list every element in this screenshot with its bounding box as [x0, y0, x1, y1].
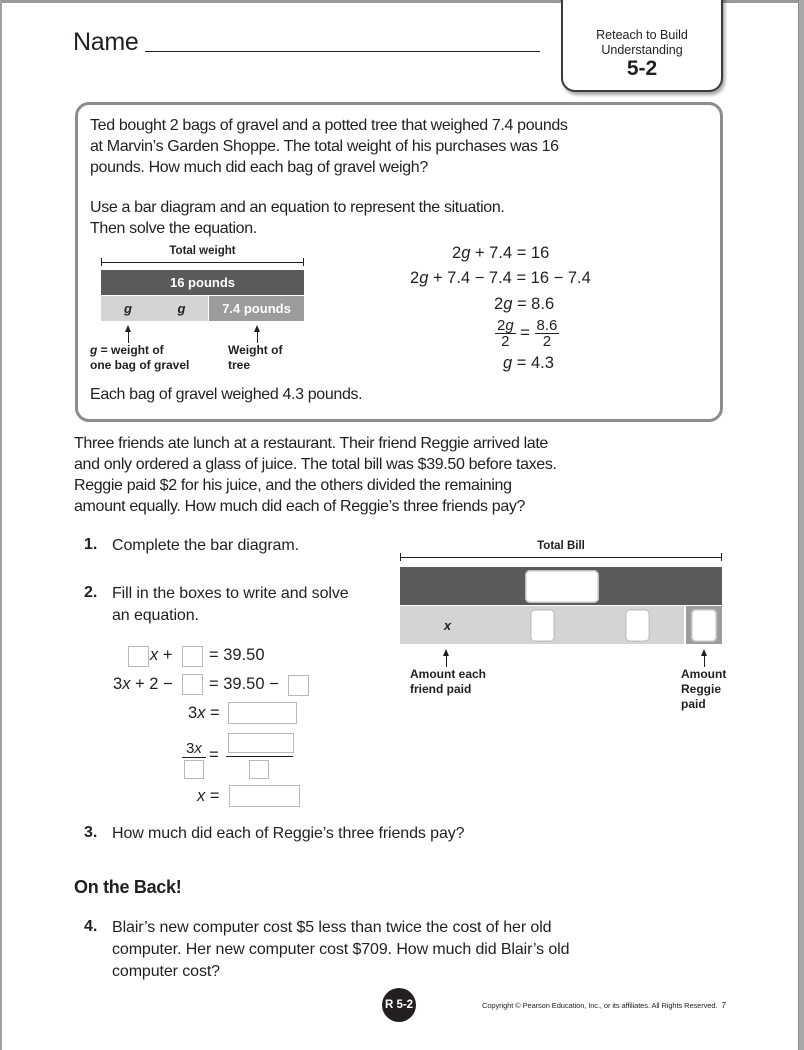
- text-line: and only ordered a glass of juice. The total bill was $39.50 before taxes.: [74, 456, 557, 473]
- problem-text: [74, 433, 674, 517]
- blank-dividend-right[interactable]: [228, 733, 294, 753]
- bracket-line: [400, 557, 722, 558]
- text-line: Reggie paid $2 for his juice, and the others divided the remaining: [74, 477, 512, 494]
- text-line: Blair’s new computer cost $5 less than twice the cost of her old: [112, 919, 552, 936]
- bracket-tick-right: [721, 553, 722, 561]
- fraction-bar: [226, 756, 293, 757]
- variable-g: g: [90, 343, 98, 357]
- eq-text: + 7.4 = 16: [470, 244, 550, 262]
- gravel-segment-1: g: [101, 296, 155, 321]
- eq-text: + 7.4 − 7.4 = 16 − 7.4: [428, 269, 591, 287]
- arrow-stem: [128, 331, 129, 343]
- text-line: Use a bar diagram and an equation to represent the situation.: [90, 199, 505, 216]
- copyright-text: Copyright © Pearson Education, Inc., or its affiliates. All Rights Reserved.: [482, 1001, 718, 1010]
- arrow-stem: [257, 331, 258, 343]
- eq-var: g: [505, 317, 514, 334]
- page-border-left: [0, 0, 2, 1050]
- example-answer: Each bag of gravel weighed 4.3 pounds.: [90, 386, 363, 403]
- eq-text: 2: [410, 269, 420, 287]
- fill-eq-row4-eq: =: [209, 746, 219, 764]
- tab-subtitle-line2: Understanding: [601, 43, 683, 57]
- total-weight-caption: Total weight: [169, 245, 236, 257]
- eq-text: 2: [494, 295, 504, 313]
- total-bar: 16 pounds: [101, 270, 304, 295]
- fraction-numerator: 8.6: [536, 317, 558, 334]
- question-4-text: [112, 917, 569, 983]
- eq-text: 2: [452, 244, 462, 262]
- blank-subtract-left[interactable]: [182, 674, 203, 695]
- text-line: Ted bought 2 bags of gravel and a potted tree that weighed 7.4 pounds: [90, 117, 568, 134]
- note-text: = weight of: [97, 343, 164, 357]
- text-line: Three friends ate lunch at a restaurant. Their friend Reggie arrived late: [74, 435, 548, 452]
- bracket-tick-right: [303, 258, 304, 266]
- blank-coefficient[interactable]: [128, 646, 149, 667]
- eq-var: x: [197, 787, 206, 805]
- note-line: Amount each: [410, 667, 487, 681]
- reggie-amount-note: [681, 667, 726, 712]
- eq-var: g: [461, 244, 471, 262]
- equation-line-3: [494, 295, 554, 314]
- eq-text: 3: [113, 675, 123, 693]
- note-line: Weight of: [228, 343, 283, 357]
- eq-text: = 4.3: [512, 354, 554, 372]
- fill-eq-row5: [197, 787, 219, 806]
- text-line: at Marvin’s Garden Shoppe. The total weight of his purchases was 16: [90, 138, 559, 155]
- blank-subtract-right[interactable]: [288, 675, 309, 696]
- gravel-weight-note: [90, 343, 189, 373]
- equation-line-5: [503, 354, 554, 373]
- example-instructions: [90, 197, 650, 239]
- eq-var: x: [194, 740, 202, 757]
- text-line: amount equally. How much did each of Reggie’s three friends pay?: [74, 498, 526, 515]
- gravel-segment-2: g: [155, 296, 208, 321]
- equation-line-4: [495, 318, 559, 349]
- page-number: 7: [721, 1000, 727, 1010]
- note-line: one bag of gravel: [90, 358, 190, 372]
- question-1-number: 1.: [84, 536, 98, 553]
- fraction-left: [495, 318, 516, 349]
- eq-text: =: [205, 704, 220, 722]
- name-label: Name: [73, 28, 139, 56]
- page-border-right: [798, 0, 804, 1050]
- eq-text: + 2 −: [130, 675, 173, 693]
- friend-amount-note: [410, 667, 486, 697]
- question-4-number: 4.: [84, 918, 98, 935]
- bracket-line: [101, 262, 304, 263]
- fraction-bar: [182, 757, 206, 758]
- text-line: an equation.: [112, 607, 199, 624]
- eq-var: x: [197, 704, 206, 722]
- blank-x-value[interactable]: [229, 785, 300, 807]
- fill-eq-row2-mid: = 39.50 −: [209, 675, 279, 693]
- total-bill-caption: Total Bill: [537, 540, 585, 552]
- eq-text: 2: [497, 317, 506, 334]
- blank-friend-3[interactable]: [625, 609, 650, 642]
- text-line: computer cost?: [112, 963, 220, 980]
- blank-friend-2[interactable]: [530, 609, 555, 642]
- fill-eq-row1-a: [150, 646, 172, 665]
- blank-3x-value[interactable]: [228, 702, 297, 724]
- first-friend-label: x: [443, 617, 452, 633]
- eq-text: =: [515, 323, 535, 342]
- note-line: friend paid: [410, 682, 472, 696]
- question-2-text: [112, 583, 349, 627]
- fill-eq-row3: [188, 704, 220, 723]
- eq-var: x: [122, 675, 131, 693]
- question-3-number: 3.: [84, 824, 98, 841]
- fraction-denominator: 2: [542, 333, 552, 350]
- eq-text: 3: [186, 740, 195, 757]
- eq-text: +: [158, 646, 173, 664]
- arrow-stem: [704, 655, 705, 667]
- fraction-right: [535, 318, 560, 349]
- name-input-line[interactable]: [145, 51, 540, 52]
- on-the-back-heading: On the Back!: [74, 877, 182, 897]
- lesson-number: 5-2: [626, 57, 658, 80]
- note-line: [90, 343, 189, 358]
- eq-text: 3: [188, 704, 198, 722]
- tab-subtitle-line1: Reteach to Build: [596, 28, 688, 42]
- lesson-badge: R 5-2: [382, 988, 416, 1022]
- eq-text: = 8.6: [512, 295, 555, 313]
- note-line: Reggie: [681, 682, 722, 696]
- text-line: computer. Her new computer cost $709. How much did Blair’s old: [112, 941, 570, 958]
- blank-reggie[interactable]: [691, 609, 717, 642]
- blank-total-bill[interactable]: [525, 570, 599, 603]
- eq-var: g: [503, 295, 513, 313]
- copyright-notice: [482, 1000, 726, 1010]
- lesson-tab: [561, 0, 723, 92]
- note-line: paid: [681, 697, 706, 711]
- note-line: tree: [228, 358, 251, 372]
- tree-weight-note: [228, 343, 282, 373]
- question-3-text: How much did each of Reggie’s three friends pay?: [112, 825, 465, 842]
- eq-var: g: [419, 269, 429, 287]
- question-1-text: Complete the bar diagram.: [112, 537, 299, 554]
- fraction-denominator: 2: [501, 333, 510, 350]
- note-line: Amount: [681, 667, 727, 681]
- fill-eq-row4-num: [186, 740, 202, 757]
- equation-line-1: [452, 244, 549, 263]
- equation-line-2: [410, 269, 591, 288]
- text-line: pounds. How much did each bag of gravel weigh?: [90, 159, 428, 176]
- arrow-stem: [446, 655, 447, 667]
- example-problem-text: [90, 115, 650, 178]
- eq-var: g: [503, 354, 513, 372]
- text-line: Then solve the equation.: [90, 220, 257, 237]
- blank-constant[interactable]: [182, 646, 203, 667]
- eq-text: =: [205, 787, 220, 805]
- fill-eq-row1-rhs: = 39.50: [209, 646, 265, 664]
- blank-divisor-right[interactable]: [249, 760, 269, 779]
- fill-eq-row2-lhs: [113, 675, 173, 694]
- tree-segment: 7.4 pounds: [209, 296, 304, 321]
- fraction-numerator: [495, 318, 516, 334]
- text-line: Fill in the boxes to write and solve: [112, 585, 349, 602]
- question-2-number: 2.: [84, 584, 98, 601]
- eq-var: x: [150, 646, 159, 664]
- blank-divisor-left[interactable]: [184, 760, 204, 779]
